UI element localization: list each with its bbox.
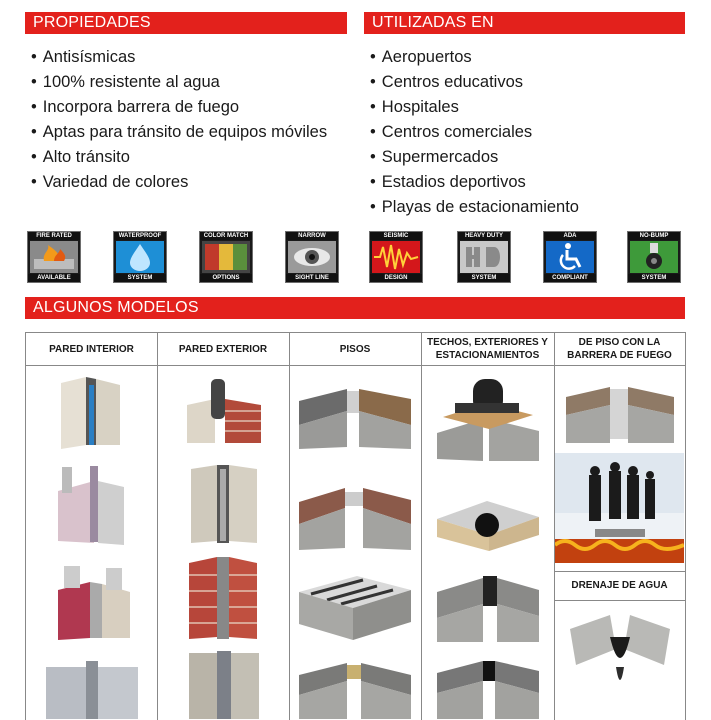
list-item: • Centros educativos bbox=[370, 70, 579, 95]
list-item: • Aeropuertos bbox=[370, 45, 579, 70]
roof-joint-image bbox=[433, 653, 543, 719]
column-pisos bbox=[289, 333, 422, 720]
badge-color-match bbox=[199, 231, 253, 283]
list-item: • Estadios deportivos bbox=[370, 170, 579, 195]
floor-joint-image bbox=[297, 478, 413, 552]
caster-wheel-icon bbox=[630, 241, 678, 273]
interior-wall-joint-image bbox=[56, 375, 126, 450]
exterior-wall-joint-image bbox=[187, 551, 263, 641]
badge-fire-rated bbox=[27, 231, 81, 283]
roof-joint-image bbox=[433, 483, 543, 553]
badge-top-label: NARROW bbox=[286, 232, 338, 240]
column-techos-exteriores bbox=[421, 333, 555, 720]
floor-joint-image bbox=[297, 653, 413, 719]
color-swatch-icon bbox=[202, 241, 250, 273]
seismic-wave-icon bbox=[372, 241, 420, 273]
column-barrera-fuego bbox=[554, 333, 686, 720]
list-item: • Antisísmicas bbox=[31, 45, 327, 70]
section-header-propiedades: PROPIEDADES bbox=[25, 12, 347, 34]
roof-joint-image bbox=[433, 568, 543, 644]
utilizadas-list bbox=[370, 45, 579, 220]
list-item: • 100% resistente al agua bbox=[31, 70, 327, 95]
fire-barrier-joint-image bbox=[564, 379, 676, 445]
badge-bottom-label: COMPLIANT bbox=[544, 274, 596, 282]
badge-top-label: HEAVY DUTY bbox=[458, 232, 510, 240]
badge-no-bump bbox=[627, 231, 681, 283]
badge-bottom-label: SYSTEM bbox=[458, 274, 510, 282]
badge-bottom-label: OPTIONS bbox=[200, 274, 252, 282]
section-header-utilizadas: UTILIZADAS EN bbox=[364, 12, 685, 34]
list-item: • Hospitales bbox=[370, 95, 579, 120]
badge-waterproof bbox=[113, 231, 167, 283]
list-item: • Supermercados bbox=[370, 145, 579, 170]
badge-top-label: ADA bbox=[544, 232, 596, 240]
badge-narrow bbox=[285, 231, 339, 283]
water-drainage-joint-image bbox=[568, 609, 672, 699]
section-header-modelos: ALGUNOS MODELOS bbox=[25, 297, 685, 319]
floor-joint-image bbox=[297, 381, 413, 451]
badge-bottom-label: DESIGN bbox=[370, 274, 422, 282]
badge-top-label: NO-BUMP bbox=[628, 232, 680, 240]
badge-bottom-label: SYSTEM bbox=[628, 274, 680, 282]
interior-wall-joint-image bbox=[54, 461, 130, 547]
interior-wall-joint-image bbox=[54, 560, 134, 642]
fire-icon bbox=[30, 241, 78, 273]
badge-top-label: WATERPROOF bbox=[114, 232, 166, 240]
column-header: PISOS bbox=[289, 333, 421, 366]
badge-top-label: SEISMIC bbox=[370, 232, 422, 240]
feature-badges bbox=[25, 231, 677, 281]
badge-bottom-label: SYSTEM bbox=[114, 274, 166, 282]
floor-joint-image bbox=[297, 566, 413, 644]
subheader-drenaje: DRENAJE DE AGUA bbox=[554, 571, 685, 601]
list-item: • Centros comerciales bbox=[370, 120, 579, 145]
badge-top-label: COLOR MATCH bbox=[200, 232, 252, 240]
fire-barrier-people-photo bbox=[555, 453, 684, 563]
interior-wall-joint-image bbox=[44, 655, 140, 719]
list-item: • Playas de estacionamiento bbox=[370, 195, 579, 220]
exterior-wall-joint-image bbox=[185, 375, 265, 445]
exterior-wall-joint-image bbox=[189, 461, 261, 545]
models-table bbox=[25, 332, 686, 720]
list-item: • Incorpora barrera de fuego bbox=[31, 95, 327, 120]
eye-icon bbox=[288, 241, 336, 273]
badge-bottom-label: SIGHT LINE bbox=[286, 274, 338, 282]
badge-top-label: FIRE RATED bbox=[28, 232, 80, 240]
roof-joint-image bbox=[433, 373, 543, 463]
column-header: PARED EXTERIOR bbox=[157, 333, 289, 366]
list-item: • Variedad de colores bbox=[31, 170, 327, 195]
badge-ada bbox=[543, 231, 597, 283]
exterior-wall-joint-image bbox=[187, 649, 263, 719]
column-header: DE PISO CON LA BARRERA DE FUEGO bbox=[554, 333, 685, 366]
propiedades-list bbox=[31, 45, 327, 195]
column-header: PARED INTERIOR bbox=[26, 333, 157, 366]
column-header: TECHOS, EXTERIORES Y ESTACIONAMIENTOS bbox=[421, 333, 554, 366]
badge-heavy-duty bbox=[457, 231, 511, 283]
badge-seismic bbox=[369, 231, 423, 283]
list-item: • Alto tránsito bbox=[31, 145, 327, 170]
column-pared-exterior bbox=[157, 333, 290, 720]
badge-bottom-label: AVAILABLE bbox=[28, 274, 80, 282]
list-item: • Aptas para tránsito de equipos móviles bbox=[31, 120, 327, 145]
wheelchair-icon bbox=[546, 241, 594, 273]
column-pared-interior bbox=[26, 333, 158, 720]
heavy-duty-icon bbox=[460, 241, 508, 273]
water-drop-icon bbox=[116, 241, 164, 273]
